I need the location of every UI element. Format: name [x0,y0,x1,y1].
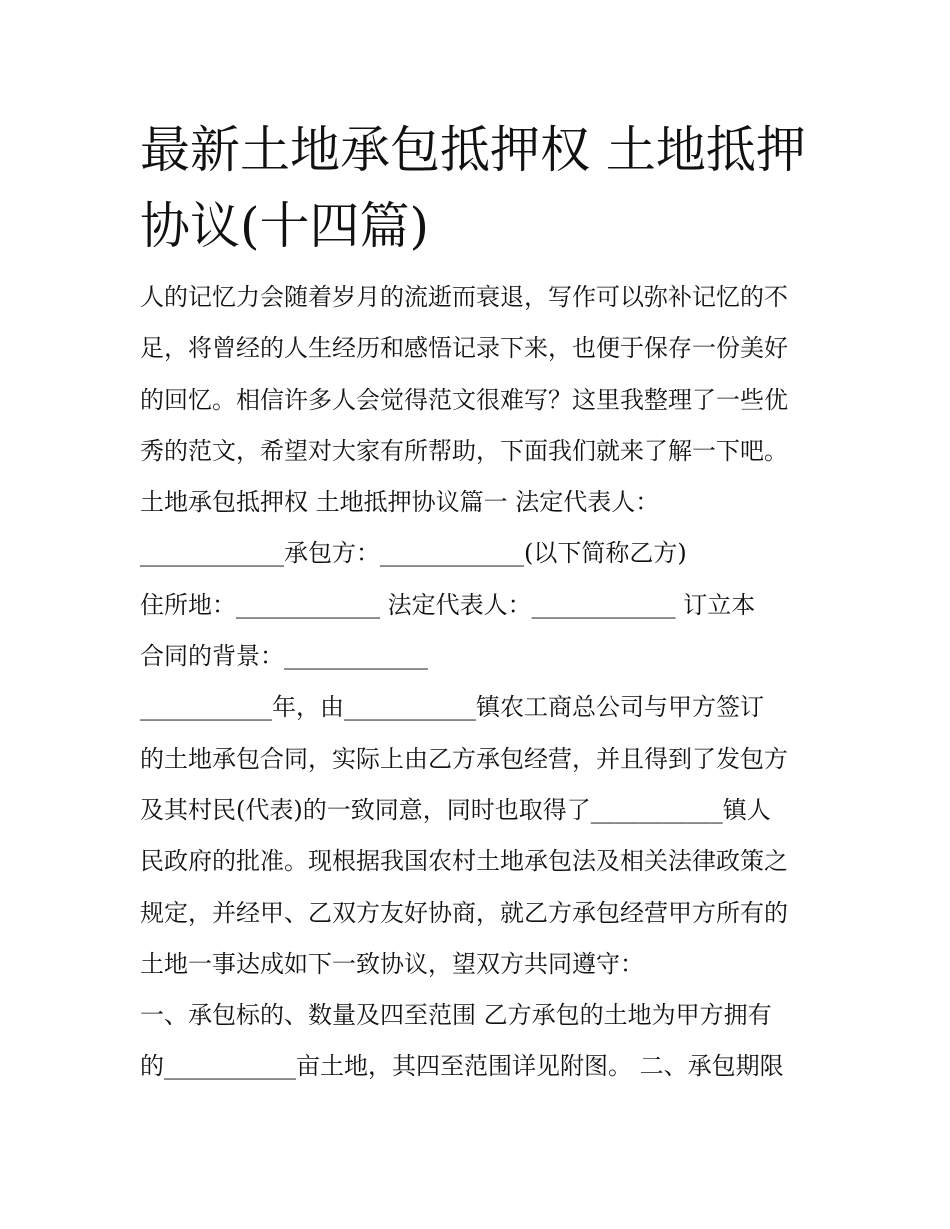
body-line-12: 民政府的批准。现根据我国农村土地承包法及相关法律政策之 [140,847,788,876]
document-title: 最新土地承包抵押权 土地抵押协议(十四篇) [140,121,806,255]
body-line-3: 的回忆。相信许多人会觉得范文很难写？这里我整理了一些优 [140,385,788,414]
body-line-1: 人的记忆力会随着岁月的流逝而衰退，写作可以弥补记忆的不 [140,283,788,311]
body-line-4: 秀的范文，希望对大家有所帮助，下面我们就来了解一下吧。 [140,436,788,465]
body-line-15: 一、承包标的、数量及四至范围 乙方承包的土地为甲方拥有 [140,1001,772,1030]
body-line-7: 住所地：____________ 法定代表人：____________ 订立本 [140,590,756,619]
body-line-13: 规定，并经甲、乙双方友好协商，就乙方承包经营甲方所有的 [140,898,788,927]
body-line-6: ____________承包方：____________(以下简称乙方) [140,539,687,568]
body-line-9: ___________年，由___________镇农工商总公司与甲方签订 [140,693,764,722]
body-line-5: 土地承包抵押权 土地抵押协议篇一 法定代表人： [140,488,660,517]
body-line-10: 的土地承包合同，实际上由乙方承包经营，并且得到了发包方 [140,744,788,773]
document-body [140,272,830,1093]
body-line-2: 足，将曾经的人生经历和感悟记录下来，也便于保存一份美好 [140,334,788,363]
body-line-11: 及其村民(代表)的一致同意，同时也取得了___________镇人 [140,795,771,824]
body-line-14: 土地一事达成如下一致协议，望双方共同遵守： [140,949,644,978]
body-line-16: 的___________亩土地，其四至范围详见附图。 二、承包期限 [140,1052,784,1081]
body-line-8: 合同的背景：____________ [140,642,428,671]
